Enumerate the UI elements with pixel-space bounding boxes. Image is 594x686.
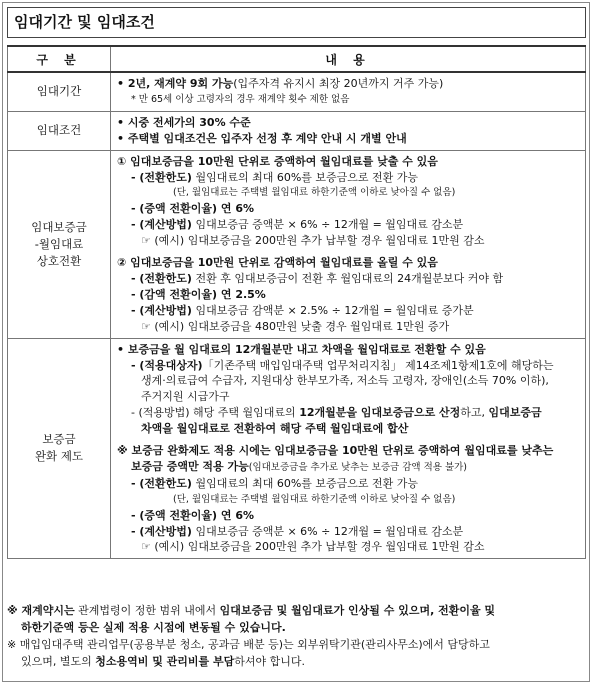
deposit-note-cont: 보증금 증액만 적용 가능(임대보증금을 추가로 낮추는 보증금 감액 적용 불가) [131, 459, 467, 473]
deposit-limit: - (전환한도) 월임대료의 최대 60%를 보증금으로 전환 가능 [131, 476, 419, 490]
conversion-s2-example: ☞ (예시) 임대보증금을 480만원 낮출 경우 월임대료 1만원 증가 [141, 319, 450, 333]
table-header-row [8, 46, 586, 72]
conversion-section-1-title: ① 임대보증금을 10만원 단위로 증액하여 월임대료를 낮출 수 있음 [117, 154, 438, 168]
deposit-note: ※ 보증금 완화제도 적용 시에는 임대보증금을 10만원 단위로 증액하여 월임대료를 낮추는 [117, 444, 554, 458]
table-row-conversion [8, 150, 586, 338]
footnote-2-cont: 있으며, 별도의 청소용역비 및 관리비를 부담하셔야 합니다. [21, 655, 305, 668]
footnote-2: ※ 매입임대주택 관리업무(공용부분 청소, 공과금 배분 등)는 외부위탁기관(관리사무소)에서 담당하고 [7, 638, 490, 651]
table-row-period [8, 72, 586, 111]
content-period [111, 72, 586, 111]
deposit-calc: - (계산방법) 임대보증금 증액분 × 6% ÷ 12개월 = 월임대료 감소분 [131, 524, 464, 538]
conversion-s1-method: - (계산방법) 임대보증금 증액분 × 6% ÷ 12개월 = 월임대료 감소분 [131, 218, 464, 232]
deposit-example: ☞ (예시) 임대보증금을 200만원 추가 납부할 경우 월임대료 1만원 감소 [141, 540, 485, 554]
deposit-limit-note: (단, 월임대료는 주택별 월임대료 하한기준액 이하로 낮아질 수 없음) [173, 493, 456, 505]
conversion-s1-rate: - (증액 전환이율) 연 6% [131, 202, 254, 216]
conversion-s2-rate: - (감액 전환이율) 연 2.5% [131, 287, 266, 301]
deposit-method: - (적용방법) 해당 주택 월임대료의 12개월분을 임대보증금으로 산정하고, 임대보증금 [131, 406, 542, 420]
footnote-1-cont: 하한기준액 등은 실제 적용 시점에 변동될 수 있습니다. [21, 621, 286, 634]
conversion-s1-limit: - (전환한도) 월임대료의 최대 60%를 보증금으로 전환 가능 [131, 170, 419, 184]
label-conversion: 임대보증금 -월임대료 상호전환 [8, 150, 111, 338]
condition-line-2: • 주택별 임대조건은 입주자 선정 후 계약 안내 시 개별 안내 [117, 131, 407, 145]
deposit-line-1: • 보증금을 월 임대료의 12개월분만 내고 차액을 월임대료로 전환할 수 있음 [117, 342, 486, 356]
conversion-s1-example: ☞ (예시) 임대보증금을 200만원 추가 납부할 경우 월임대료 1만원 감소 [141, 234, 485, 248]
deposit-target-cont-1: 생계·의료급여 수급자, 지원대상 한부모가족, 저소득 고령자, 장애인(소득 70% 이하), [141, 374, 549, 388]
deposit-method-cont: 차액을 월임대료로 전환하여 해당 주택 월임대료에 합산 [141, 422, 409, 436]
deposit-target: - (적용대상자)「기존주택 매입임대주택 업무처리지침」 제14조제1항제1호에 해당하는 [131, 358, 554, 372]
deposit-rate: - (증액 전환이율) 연 6% [131, 508, 254, 522]
footnotes [7, 602, 586, 670]
header-category: 구 분 [8, 46, 111, 72]
period-line-2: * 만 65세 이상 고령자의 경우 재계약 횟수 제한 없음 [131, 93, 350, 105]
label-deposit: 보증금 완화 제도 [8, 338, 111, 559]
period-line-1: • 2년, 재계약 9회 가능(입주자격 유지시 최장 20년까지 거주 가능) [117, 77, 444, 90]
table-row-condition [8, 111, 586, 150]
footnote-1: ※ 재계약시는 관계법령이 정한 범위 내에서 임대보증금 및 월임대료가 인상될 수 있으며, 전환이율 및 [7, 604, 496, 617]
conversion-s2-limit: - (전환한도) 전환 후 임대보증금이 전환 후 월임대료의 24개월분보다 커야 함 [131, 271, 504, 285]
conversion-s1-limit-note: (단, 월임대료는 주택별 월임대료 하한기준액 이하로 낮아질 수 없음) [173, 187, 456, 199]
label-condition: 임대조건 [8, 111, 111, 150]
table-row-deposit [8, 338, 586, 559]
condition-line-1: • 시중 전세가의 30% 수준 [117, 115, 251, 129]
conversion-section-2-title: ② 임대보증금을 10만원 단위로 감액하여 월임대료를 올릴 수 있음 [117, 256, 438, 270]
rental-conditions-table [7, 45, 586, 559]
page-title: 임대기간 및 임대조건 [7, 7, 586, 38]
content-deposit [111, 338, 586, 559]
content-condition [111, 111, 586, 150]
deposit-target-cont-2: 주거지원 시급가구 [141, 390, 230, 404]
label-period: 임대기간 [8, 72, 111, 111]
header-content: 내 용 [111, 46, 586, 72]
conversion-s2-method: - (계산방법) 임대보증금 감액분 × 2.5% ÷ 12개월 = 월임대료 증가분 [131, 303, 474, 317]
content-conversion [111, 150, 586, 338]
